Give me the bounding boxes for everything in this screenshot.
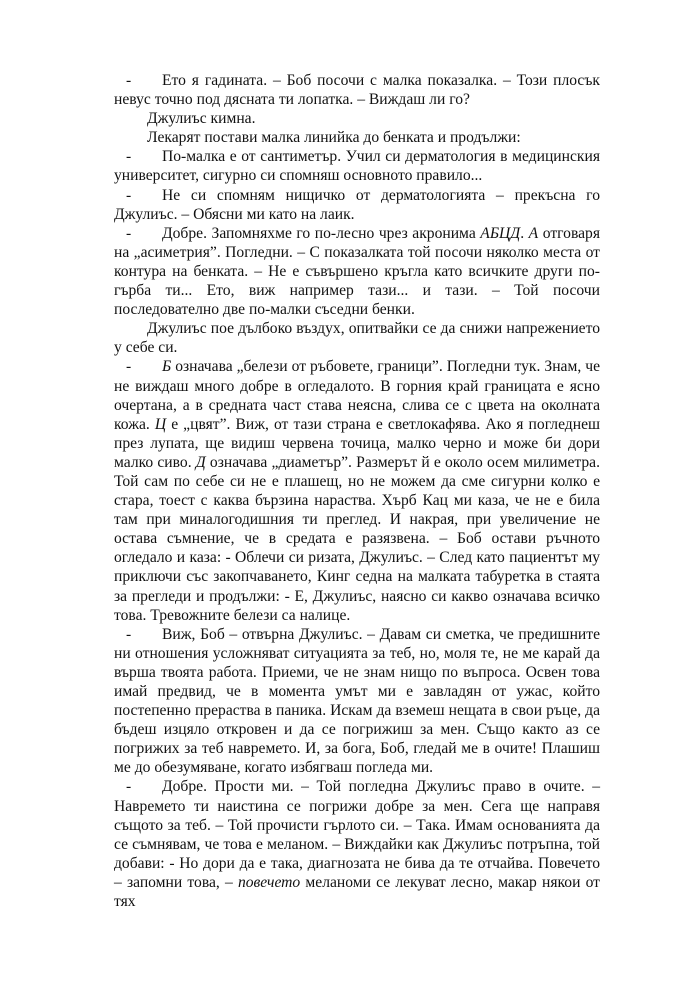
text-run: Ето я гадината. – Боб посочи с малка показалка. – Този плосък невус точно под дясната ти лопатка. – Виждаш ли го? <box>114 72 600 109</box>
text-run: означава „белези от ръбовете, граници”. Погледни тук. Знам, че не виждаш много добре в огледалото. В горния край границата е ясно очертана, а в средната част става неясна, слива се с цвета на околната кожа. <box>114 358 600 433</box>
dialogue-paragraph <box>114 625 600 778</box>
text-run: е „цвят”. Виж, от тази страна е светлокафява. Ако я погледнеш през лупата, ще видиш червена точица, малко черно и може би дори малко сиво. <box>114 415 601 471</box>
narrative-paragraph <box>114 128 600 147</box>
dialogue-paragraph <box>114 147 600 185</box>
text-run: Джулиъс кимна. <box>147 110 256 128</box>
narrative-paragraph <box>114 109 600 128</box>
italic-text-run: А <box>528 224 539 242</box>
text-run: Виж, Боб – отвърна Джулиъс. – Давам си сметка, че предишните ни отношения усложняват ситуацията за теб, но, моля те, не ме карай да върша твоята работа. Приеми, че не знам нищо по въпроса. Освен това имай предвид, че в момента умът ми е завладян от ужас, който постепенно прераства в паника. Искам да вземеш нещата в свои ръце, да бъдеш изцяло откровен и да се погрижиш за мен. Също както аз се погрижих за теб навремето. И, за бога, Боб, гледай ме в очите! Плашиш ме до обезумяване, когато избягваш погледа ми. <box>114 625 600 777</box>
dialogue-dash: - <box>126 778 132 796</box>
dialogue-dash: - <box>126 186 132 204</box>
italic-text-run: Ц <box>154 415 167 433</box>
text-run: меланоми се лекуват лесно, макар някои от тях <box>114 873 600 911</box>
text-run: По-малка е от сантиметър. Учил си дерматология в медицинския университет, сигурно си спомняш основното правило... <box>114 148 600 185</box>
dialogue-dash: - <box>126 72 132 89</box>
dialogue-dash: - <box>126 224 132 242</box>
text-run: отговаря на „асиметрия”. Погледни. – С показалката той посочи няколко места от контура на бенката. – Не е съвършено кръгла като всичките други по-гърба ти... Ето, виж например тази... и тази. – Той посочи последователно две по-малки съседни бенки. <box>114 224 600 319</box>
dialogue-paragraph <box>114 777 600 911</box>
dialogue-paragraph <box>114 186 600 224</box>
text-run: Добре. Запомняхме го по-лесно чрез акронима <box>162 224 481 242</box>
dialogue-paragraph <box>114 224 600 319</box>
body-text <box>114 71 600 911</box>
narrative-paragraph <box>114 319 600 357</box>
italic-text-run: Б <box>162 358 172 376</box>
text-run: Добре. Прости ми. – Той погледна Джулиъс право в очите. – Навремето ти наистина се погрижи добре за мен. Сега ще направя същото за теб. – Той прочисти гърлото си. – Така. Имам основанията да се съмнявам, че това е меланом. – Виждайки как Джулиъс потръпна, той добави: - Но дори да е така, диагнозата не бива да те отчайва. Повечето – запомни това, – <box>114 778 600 891</box>
dialogue-paragraph <box>114 357 600 624</box>
text-run: . <box>520 224 529 242</box>
italic-text-run: Д <box>195 453 206 471</box>
dialogue-dash: - <box>126 148 132 166</box>
italic-text-run: повечето <box>237 873 301 891</box>
dialogue-dash: - <box>126 358 132 376</box>
italic-text-run: АБЦД <box>480 224 521 242</box>
dialogue-dash: - <box>126 625 132 643</box>
text-run: Лекарят постави малка линийка до бенката и продължи: <box>147 129 521 147</box>
text-run: Джулиъс пое дълбоко въздух, опитвайки се да снижи напрежението у себе си. <box>114 320 600 357</box>
text-run: означава „диаметър”. Размерът й е около осем милиметра. Той сам по себе си не е плашещ, но не можем да сме сигурни колко е стара, тоест с каква бързина нараства. Хърб Кац ми каза, че не е била там при миналогодишния ти преглед. И накрая, при увеличение не остава съмнение, че в средата е разязвена. – Боб остави ръчното огледало и каза: - Облечи си ризата, Джулиъс. – След като пациентът му приключи със закопчаването, Кинг седна на малката табуретка в стаята за прегледи и продължи: - Е, Джулиъс, наясно си какво означава всичко това. Тревожните белези са налице. <box>114 453 600 624</box>
text-run: Не си спомням нищичко от дерматологията – прекъсна го Джулиъс. – Обясни ми като на лаик. <box>114 186 600 223</box>
dialogue-paragraph <box>114 71 600 109</box>
